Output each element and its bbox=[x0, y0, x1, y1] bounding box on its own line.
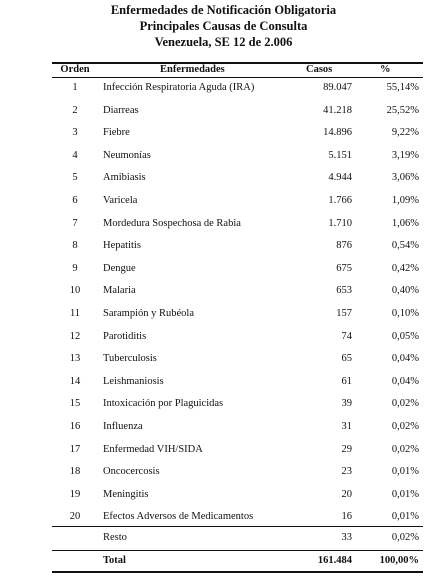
table-row bbox=[0, 396, 447, 412]
row-pct: 0,05% bbox=[391, 330, 419, 342]
row-enfermedad: Leishmaniosis bbox=[103, 375, 164, 387]
row-pct: 3,19% bbox=[391, 149, 419, 161]
row-orden: 18 bbox=[69, 466, 81, 478]
row-casos: 1.710 bbox=[328, 217, 352, 229]
row-casos: 65 bbox=[341, 353, 352, 365]
table-row bbox=[0, 306, 447, 322]
row-pct: 0,01% bbox=[391, 511, 419, 523]
total-rule bbox=[52, 550, 423, 551]
row-enfermedad: Oncocercosis bbox=[103, 466, 160, 478]
table-row bbox=[0, 419, 447, 435]
resto-pct: 0,02% bbox=[391, 532, 419, 543]
table-top-rule bbox=[52, 62, 423, 64]
row-casos: 89.047 bbox=[323, 82, 352, 93]
table-row bbox=[0, 170, 447, 186]
table-row bbox=[0, 216, 447, 232]
row-orden: 3 bbox=[72, 127, 78, 139]
title-line-1: Enfermedades de Notificación Obligatoria bbox=[110, 3, 337, 17]
row-pct: 25,52% bbox=[386, 104, 419, 116]
table-bottom-rule bbox=[52, 571, 423, 573]
row-orden: 16 bbox=[69, 421, 81, 432]
row-enfermedad: Malaria bbox=[103, 285, 136, 297]
table-row bbox=[0, 103, 447, 119]
row-pct: 1,09% bbox=[391, 195, 419, 206]
table-row bbox=[0, 261, 447, 277]
title-block bbox=[0, 2, 447, 50]
row-pct: 9,22% bbox=[391, 127, 419, 139]
row-casos: 14.896 bbox=[323, 127, 352, 139]
row-pct: 0,02% bbox=[391, 398, 419, 410]
row-orden: 7 bbox=[72, 217, 78, 229]
row-orden: 2 bbox=[72, 104, 78, 116]
total-pct: 100,00% bbox=[379, 555, 419, 566]
table-row bbox=[0, 148, 447, 164]
table-row bbox=[0, 351, 447, 367]
table-row bbox=[0, 125, 447, 141]
row-casos: 653 bbox=[336, 285, 352, 297]
row-pct: 3,06% bbox=[391, 172, 419, 184]
row-casos: 23 bbox=[341, 466, 352, 478]
table-row bbox=[0, 374, 447, 390]
row-orden: 19 bbox=[69, 488, 81, 500]
row-enfermedad: Fiebre bbox=[103, 127, 130, 139]
row-casos: 31 bbox=[341, 421, 352, 432]
row-orden: 17 bbox=[69, 443, 81, 455]
row-enfermedad: Enfermedad VIH/SIDA bbox=[103, 443, 203, 455]
row-casos: 39 bbox=[341, 398, 352, 410]
row-pct: 0,40% bbox=[391, 285, 419, 297]
header-rule bbox=[52, 77, 423, 78]
row-casos: 876 bbox=[336, 240, 352, 252]
row-casos: 16 bbox=[341, 511, 352, 523]
row-enfermedad: Parotiditis bbox=[103, 330, 147, 342]
resto-casos: 33 bbox=[341, 532, 352, 543]
row-orden: 14 bbox=[69, 375, 81, 387]
row-enfermedad: Dengue bbox=[103, 262, 136, 274]
row-casos: 74 bbox=[341, 330, 352, 342]
table-row bbox=[0, 329, 447, 345]
row-orden: 8 bbox=[72, 240, 78, 252]
row-enfermedad: Hepatitis bbox=[103, 240, 141, 252]
row-pct: 0,02% bbox=[391, 443, 419, 455]
row-enfermedad: Influenza bbox=[103, 421, 143, 432]
row-pct: 0,42% bbox=[391, 262, 419, 274]
row-casos: 5.151 bbox=[328, 149, 352, 161]
row-casos: 157 bbox=[336, 308, 352, 319]
row-enfermedad: Amibiasis bbox=[103, 172, 146, 184]
table-row bbox=[0, 487, 447, 503]
row-pct: 0,54% bbox=[391, 240, 419, 252]
row-enfermedad: Varicela bbox=[103, 195, 138, 206]
table-row bbox=[0, 80, 447, 96]
total-casos: 161.484 bbox=[317, 555, 352, 566]
row-pct: 0,04% bbox=[391, 375, 419, 387]
row-casos: 61 bbox=[341, 375, 352, 387]
title-line-2: Principales Causas de Consulta bbox=[139, 19, 308, 33]
row-orden: 5 bbox=[72, 172, 78, 184]
header-enfermedades: Enfermedades bbox=[160, 64, 225, 75]
row-enfermedad: Meningitis bbox=[103, 488, 149, 500]
row-orden: 15 bbox=[69, 398, 81, 410]
row-pct: 0,01% bbox=[391, 488, 419, 500]
header-pct: % bbox=[380, 64, 391, 75]
row-casos: 1.766 bbox=[328, 195, 352, 206]
row-casos: 20 bbox=[341, 488, 352, 500]
row-pct: 1,06% bbox=[391, 217, 419, 229]
row-casos: 41.218 bbox=[323, 104, 352, 116]
row-pct: 0,04% bbox=[391, 353, 419, 365]
row-enfermedad: Neumonías bbox=[103, 149, 151, 161]
total-label: Total bbox=[103, 555, 126, 566]
row-pct: 0,02% bbox=[391, 421, 419, 432]
row-orden: 10 bbox=[69, 285, 81, 297]
row-pct: 55,14% bbox=[386, 82, 419, 93]
row-enfermedad: Mordedura Sospechosa de Rabia bbox=[103, 217, 241, 229]
title-line-3: Venezuela, SE 12 de 2.006 bbox=[154, 35, 293, 49]
row-enfermedad: Tuberculosis bbox=[103, 353, 157, 365]
row-casos: 675 bbox=[336, 262, 352, 274]
row-pct: 0,10% bbox=[391, 308, 419, 319]
table-row bbox=[0, 509, 447, 525]
row-orden: 4 bbox=[72, 149, 78, 161]
row-pct: 0,01% bbox=[391, 466, 419, 478]
header-casos: Casos bbox=[306, 64, 333, 75]
table-row bbox=[0, 193, 447, 209]
table-row bbox=[0, 283, 447, 299]
row-orden: 12 bbox=[69, 330, 81, 342]
header-orden: Orden bbox=[60, 64, 90, 75]
row-enfermedad: Intoxicación por Plaguicidas bbox=[103, 398, 224, 410]
row-enfermedad: Efectos Adversos de Medicamentos bbox=[103, 511, 254, 523]
row-casos: 4.944 bbox=[328, 172, 352, 184]
resto-label: Resto bbox=[103, 532, 127, 543]
table-row bbox=[0, 442, 447, 458]
table-row bbox=[0, 238, 447, 254]
row-enfermedad: Sarampión y Rubéola bbox=[103, 308, 194, 319]
row-orden: 9 bbox=[72, 262, 78, 274]
row-orden: 20 bbox=[69, 511, 81, 523]
row-orden: 13 bbox=[69, 353, 81, 365]
table-row bbox=[0, 464, 447, 480]
row-casos: 29 bbox=[341, 443, 352, 455]
total-row bbox=[0, 553, 447, 569]
row-orden: 6 bbox=[72, 195, 78, 206]
resto-row bbox=[0, 530, 447, 546]
row-orden: 11 bbox=[69, 308, 81, 319]
row-enfermedad: Diarreas bbox=[103, 104, 139, 116]
resto-rule bbox=[52, 526, 423, 527]
row-orden: 1 bbox=[72, 82, 78, 93]
row-enfermedad: Infección Respiratoria Aguda (IRA) bbox=[103, 82, 255, 93]
